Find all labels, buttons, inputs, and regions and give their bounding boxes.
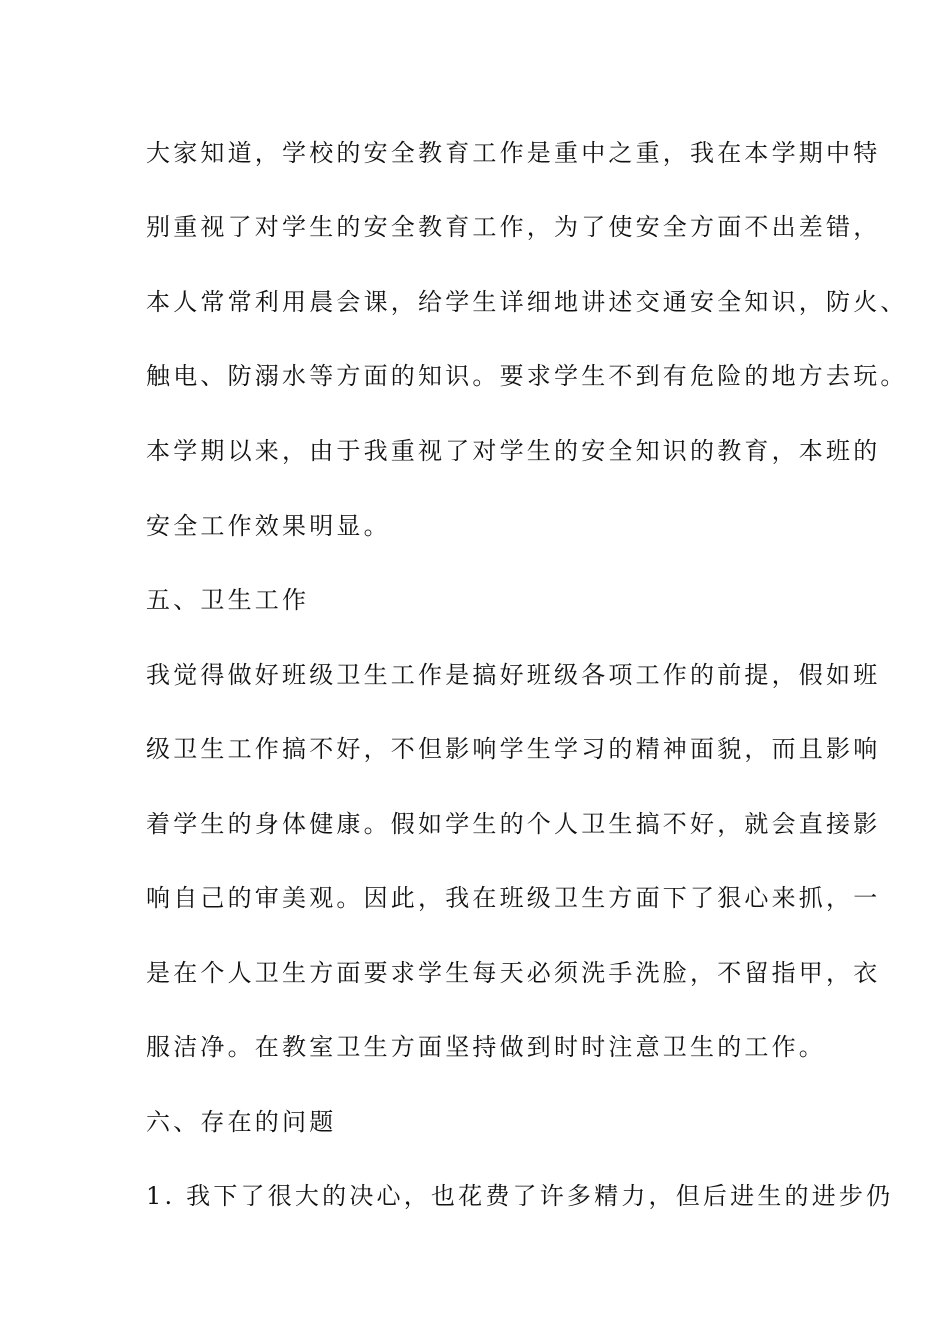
section-heading-hygiene: 五、卫生工作 (146, 586, 310, 614)
paragraph-line: 本学期以来，由于我重视了对学生的安全知识的教育，本班的 (146, 437, 881, 465)
paragraph-line: 安全工作效果明显。 (146, 512, 391, 540)
paragraph-line: 着学生的身体健康。假如学生的个人卫生搞不好，就会直接影 (146, 810, 881, 838)
paragraph-line: 大家知道，学校的安全教育工作是重中之重，我在本学期中特 (146, 139, 881, 167)
paragraph-line: 别重视了对学生的安全教育工作，为了使安全方面不出差错， (146, 213, 881, 241)
paragraph-line: 本人常常利用晨会课，给学生详细地讲述交通安全知识，防火、 (146, 288, 908, 316)
paragraph-line: 我觉得做好班级卫生工作是搞好班级各项工作的前提，假如班 (146, 661, 881, 689)
paragraph-line: 响自己的审美观。因此，我在班级卫生方面下了狠心来抓，一 (146, 884, 881, 912)
paragraph-line: 触电、防溺水等方面的知识。要求学生不到有危险的地方去玩。 (146, 362, 908, 390)
paragraph-line: 是在个人卫生方面要求学生每天必须洗手洗脸，不留指甲，衣 (146, 959, 881, 987)
list-item-line: 1. 我下了很大的决心，也花费了许多精力，但后进生的进步仍 (146, 1182, 894, 1210)
section-heading-problems: 六、存在的问题 (146, 1108, 337, 1136)
paragraph-line: 服洁净。在教室卫生方面坚持做到时时注意卫生的工作。 (146, 1033, 826, 1061)
paragraph-line: 级卫生工作搞不好，不但影响学生学习的精神面貌，而且影响 (146, 735, 881, 763)
